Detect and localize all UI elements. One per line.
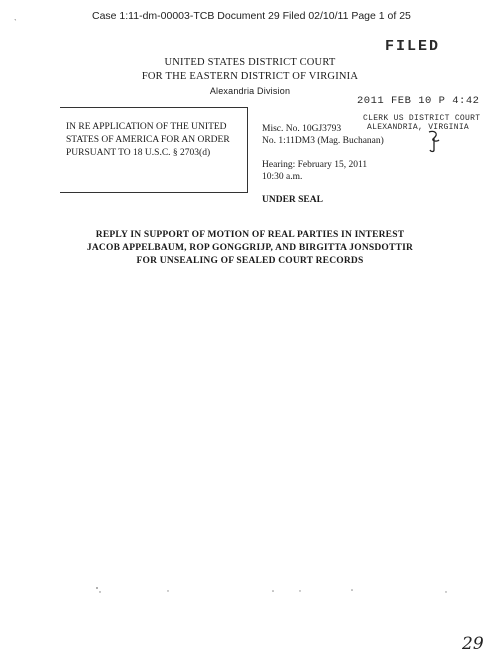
under-seal-label: UNDER SEAL — [262, 195, 323, 205]
caption-line3: PURSUANT TO 18 U.S.C. § 2703(d) — [66, 148, 211, 158]
scan-mark: ` — [14, 18, 17, 27]
stamp-date: 2011 FEB 10 P 4:42 — [357, 95, 480, 107]
hearing-time: 10:30 a.m. — [262, 172, 303, 182]
ecf-header: Case 1:11-dm-00003-TCB Document 29 Filed 02/10/11 Page 1 of 25 — [92, 10, 411, 22]
stamp-clerk-line2: ALEXANDRIA, VIRGINIA — [367, 123, 470, 132]
document-title-line1: REPLY IN SUPPORT OF MOTION OF REAL PARTIES IN INTEREST — [95, 230, 405, 240]
document-title-line3: FOR UNSEALING OF SEALED COURT RECORDS — [136, 256, 364, 266]
clerk-signature — [425, 128, 445, 154]
scan-specks — [0, 570, 500, 600]
court-name-line2: FOR THE EASTERN DISTRICT OF VIRGINIA — [141, 71, 359, 82]
filed-stamp: FILED — [385, 38, 441, 55]
court-name-line1: UNITED STATES DISTRICT COURT — [164, 57, 336, 68]
misc-number: Misc. No. 10GJ3793 — [262, 124, 342, 134]
hearing-date: Hearing: February 15, 2011 — [262, 160, 368, 170]
stamp-clerk-line1: CLERK US DISTRICT COURT — [363, 114, 481, 123]
document-title-line2: JACOB APPELBAUM, ROP GONGGRIJP, AND BIRGITTA JONSDOTTIR — [86, 243, 414, 253]
case-number: No. 1:11DM3 (Mag. Buchanan) — [262, 136, 384, 146]
handwritten-document-number: 29 — [462, 634, 484, 654]
caption-line1: IN RE APPLICATION OF THE UNITED — [66, 122, 227, 132]
court-division: Alexandria Division — [209, 86, 291, 96]
caption-line2: STATES OF AMERICA FOR AN ORDER — [66, 135, 230, 145]
